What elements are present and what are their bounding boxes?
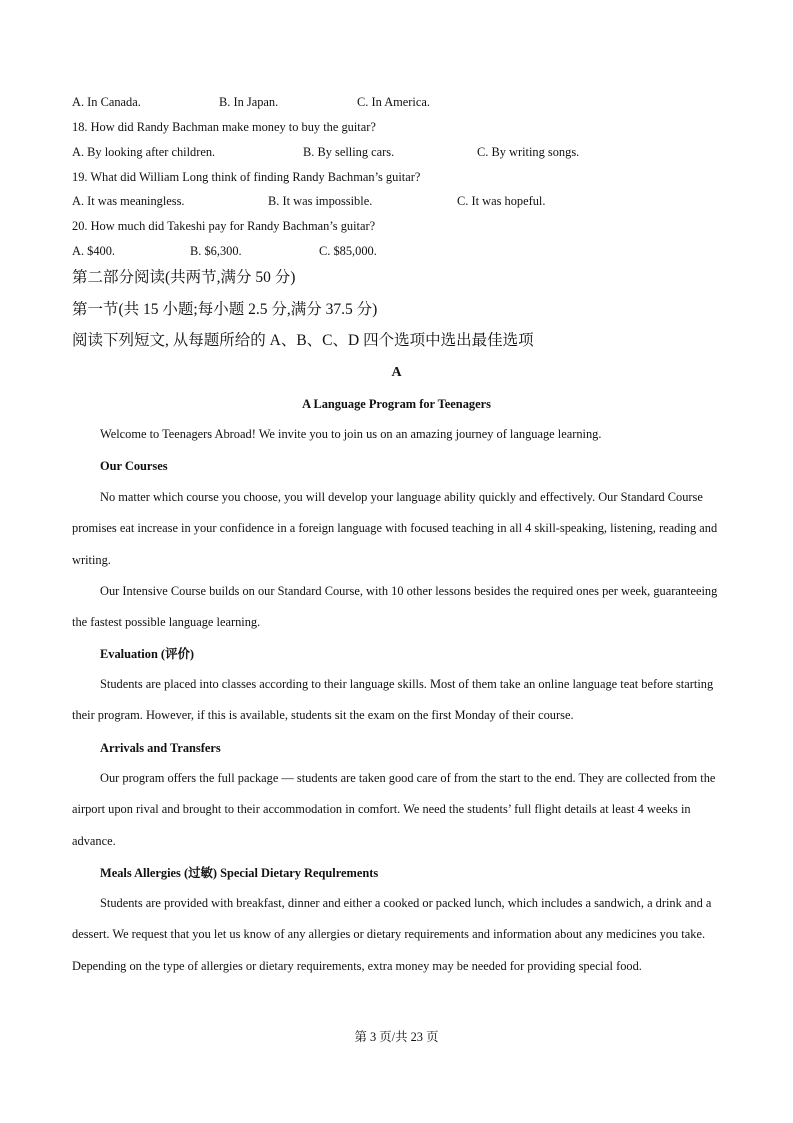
meals-paragraph	[72, 888, 727, 982]
intro-text: Welcome to Teenagers Abroad! We invite you to join us on an amazing journey of language learning.	[100, 427, 602, 441]
q20-option-b: B. $6,300.	[190, 244, 242, 258]
q19-question: 19. What did William Long think of finding Randy Bachman’s guitar?	[72, 170, 421, 184]
q19-option-b: B. It was impossible.	[268, 194, 373, 208]
evaluation-text: Students are placed into classes according to their language skills. Most of them take an online language teat before starting their program. However, if this is available, students sit the exam on the first Monday of their course.	[72, 677, 714, 723]
q19-options	[72, 193, 545, 209]
meals-text: Students are provided with breakfast, dinner and either a cooked or packed lunch, which includes a sandwich, a drink and a dessert. We request that you let us know of any allergies or dietary requirements and information about any medicines you take. Depending on the type of allergies or dietary requirements, extra money may be needed for providing special food.	[72, 896, 712, 973]
q17-options	[72, 94, 430, 110]
q18-option-a: A. By looking after children.	[72, 145, 216, 159]
section1-title: 第一节(共 15 小题;每小题 2.5 分,满分 37.5 分)	[72, 301, 378, 318]
reading-instruction: 阅读下列短文, 从每题所给的 A、B、C、D 四个选项中选出最佳选项	[72, 332, 534, 349]
evaluation-paragraph	[72, 669, 727, 732]
heading-meals: Meals Allergies (过敏) Special Dietary Requlrements	[100, 866, 379, 880]
courses-paragraph-1	[72, 482, 727, 576]
passage-letter: A	[391, 365, 402, 380]
q18-option-c: C. By writing songs.	[477, 145, 580, 159]
courses-text-2: Our Intensive Course builds on our Standard Course, with 10 other lessons besides the required ones per week, guaranteeing the fastest possible language learning.	[72, 584, 718, 630]
arrivals-paragraph	[72, 763, 727, 857]
q20-option-c: C. $85,000.	[319, 244, 377, 258]
courses-text-1: No matter which course you choose, you will develop your language ability quickly and effectively. Our Standard Course promises eat increase in your confidence in a foreign language with focused teaching in all 4 skill-speaking, listening, reading and writing.	[72, 490, 718, 567]
q20-options	[72, 243, 377, 259]
page-footer: 第 3 页/共 23 页	[354, 1030, 439, 1044]
q18-option-b: B. By selling cars.	[303, 145, 395, 159]
intro-paragraph	[72, 419, 727, 450]
arrivals-text: Our program offers the full package — students are taken good care of from the start to the end. They are collected from the airport upon rival and brought to their accommodation in comfort. We need the students’ full flight details at least 4 weeks in advance.	[72, 771, 716, 848]
heading-evaluation: Evaluation (评价)	[100, 647, 194, 661]
q18-options	[72, 144, 579, 160]
q19-option-c: C. It was hopeful.	[457, 194, 546, 208]
heading-our-courses: Our Courses	[100, 459, 168, 473]
q20-option-a: A. $400.	[72, 244, 116, 258]
q19-option-a: A. It was meaningless.	[72, 194, 185, 208]
heading-arrivals: Arrivals and Transfers	[100, 741, 221, 755]
q17-option-c: C. In America.	[357, 95, 430, 109]
q17-option-b: B. In Japan.	[219, 95, 279, 109]
q20-question: 20. How much did Takeshi pay for Randy Bachman’s guitar?	[72, 219, 376, 233]
q18-question: 18. How did Randy Bachman make money to buy the guitar?	[72, 120, 376, 134]
q17-option-a: A. In Canada.	[72, 95, 141, 109]
passage-title: A Language Program for Teenagers	[302, 397, 491, 411]
part2-title: 第二部分阅读(共两节,满分 50 分)	[72, 269, 296, 286]
courses-paragraph-2	[72, 576, 727, 639]
